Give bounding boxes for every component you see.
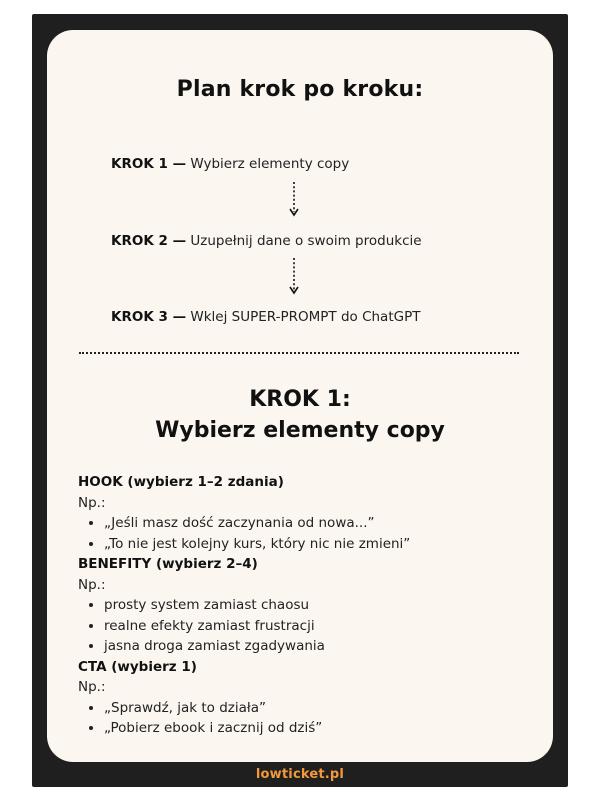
step-2-text: Uzupełnij dane o swoim produkcie — [186, 233, 422, 249]
group-hook — [78, 472, 528, 554]
list-item: • „To nie jest kolejny kurs, który nic nie zmieni” — [104, 534, 528, 555]
list-item: • realne efekty zamiast frustracji — [104, 616, 528, 637]
list-item: • „Sprawdź, jak to działa” — [104, 698, 528, 719]
step-1 — [111, 156, 349, 172]
step-1-label: KROK 1 — — [111, 156, 187, 172]
down-arrow-icon — [288, 180, 300, 220]
step-2-label: KROK 2 — — [111, 233, 187, 249]
group-benefity — [78, 554, 528, 657]
footer-brand: lowticket.pl — [255, 767, 345, 782]
list-item: • jasna droga zamiast zgadywania — [104, 636, 528, 657]
step-3 — [111, 309, 420, 325]
example-list — [78, 513, 528, 554]
step-2 — [111, 233, 422, 249]
list-item: • „Pobierz ebook i zacznij od dziś” — [104, 718, 528, 739]
page-title: Plan krok po kroku: — [176, 77, 424, 102]
section-title-line-1: KROK 1: — [249, 387, 351, 412]
example-label: Np.: — [78, 494, 106, 511]
step-1-text: Wybierz elementy copy — [186, 156, 350, 172]
section-title — [47, 384, 553, 446]
down-arrow-icon — [288, 256, 300, 296]
example-label: Np.: — [78, 576, 106, 593]
group-heading: CTA (wybierz 1) — [78, 658, 197, 675]
list-item: • prosty system zamiast chaosu — [104, 595, 528, 616]
group-heading: BENEFITY (wybierz 2–4) — [78, 556, 258, 572]
section-title-line-2: Wybierz elementy copy — [155, 418, 445, 443]
group-cta — [78, 657, 528, 739]
list-item: • „Jeśli masz dość zaczynania od nowa...” — [104, 513, 528, 534]
example-list — [78, 595, 528, 657]
step-3-label: KROK 3 — — [111, 309, 187, 325]
example-list — [78, 698, 528, 739]
copy-elements — [78, 472, 528, 739]
step-3-text: Wklej SUPER-PROMPT do ChatGPT — [186, 309, 421, 325]
content-card — [47, 30, 553, 762]
page-frame — [32, 14, 568, 787]
group-heading: HOOK (wybierz 1–2 zdania) — [78, 474, 284, 490]
example-label: Np.: — [78, 679, 106, 695]
dotted-divider — [79, 352, 519, 354]
